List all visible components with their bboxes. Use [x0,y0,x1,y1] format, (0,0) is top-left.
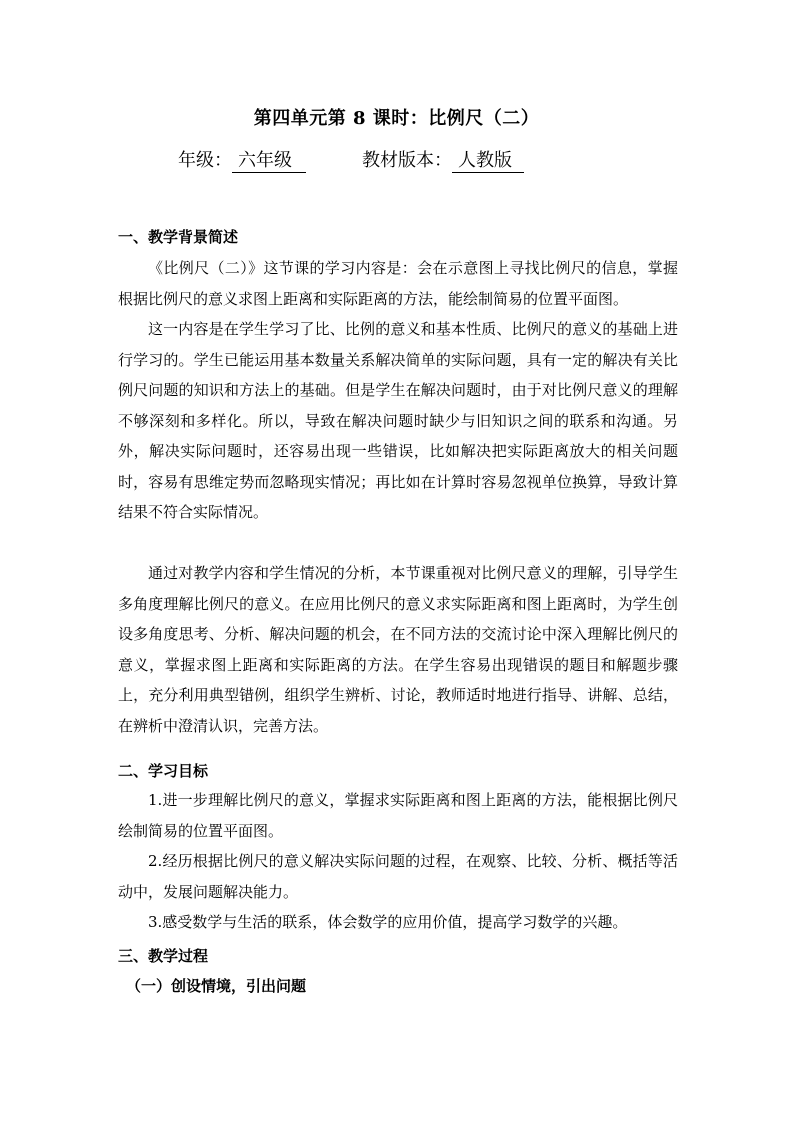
objective-item-1: 1.进一步理解比例尺的意义，掌握求实际距离和图上距离的方法，能根据比例尺绘制简易的位置平面图。 [118,791,678,840]
section-heading-process: 三、教学过程 [118,947,209,965]
edition-field [362,146,524,173]
background-paragraph-2: 这一内容是在学生学习了比、比例的意义和基本性质、比例尺的意义的基础上进行学习的。学生已能运用基本数量关系解决简单的实际问题，具有一定的解决有关比例尺问题的知识和方法上的基础。但是学生在解决问题时，由于对比例尺意义的理解不够深刻和多样化。所以，导致在解决问题时缺少与旧知识之间的联系和沟通。另外，解决实际问题时，还容易出现一些错误，比如解决把实际距离放大的相关问题时，容易有思维定势而忽略现实情况；再比如在计算时容易忽视单位换算，导致计算结果不符合实际情况。 [118,320,678,521]
section-heading-objectives: 二、学习目标 [118,762,209,780]
grade-field [178,146,306,173]
edition-value: 人教版 [452,150,524,173]
objective-item-2: 2.经历根据比例尺的意义解决实际问题的过程，在观察、比较、分析、概括等活动中，发展问题解决能力。 [118,852,678,901]
background-paragraph-3: 通过对教学内容和学生情况的分析，本节课重视对比例尺意义的理解，引导学生多角度理解比例尺的意义。在应用比例尺的意义求实际距离和图上距离时，为学生创设多角度思考、分析、解决问题的机会，在不同方法的交流讨论中深入理解比例尺的意义，掌握求图上距离和实际距离的方法。在学生容易出现错误的题目和解题步骤上，充分利用典型错例，组织学生辨析、讨论，教师适时地进行指导、讲解、总结，在辨析中澄清认识，完善方法。 [118,564,678,735]
background-paragraph-1: 《比例尺（二）》这节课的学习内容是：会在示意图上寻找比例尺的信息，掌握根据比例尺的意义求图上距离和实际距离的方法，能绘制简易的位置平面图。 [118,259,678,308]
grade-value: 六年级 [232,150,306,173]
document-title: 第四单元第 8 课时：比例尺（二） [253,108,540,129]
section-heading-background: 一、教学背景简述 [118,228,239,246]
grade-label: 年级： [178,150,232,171]
objective-item-3: 3.感受数学与生活的联系，体会数学的应用价值，提高学习数学的兴趣。 [148,913,628,931]
subsection-heading: （一）创设情境，引出问题 [126,977,307,995]
edition-label: 教材版本： [362,150,452,171]
